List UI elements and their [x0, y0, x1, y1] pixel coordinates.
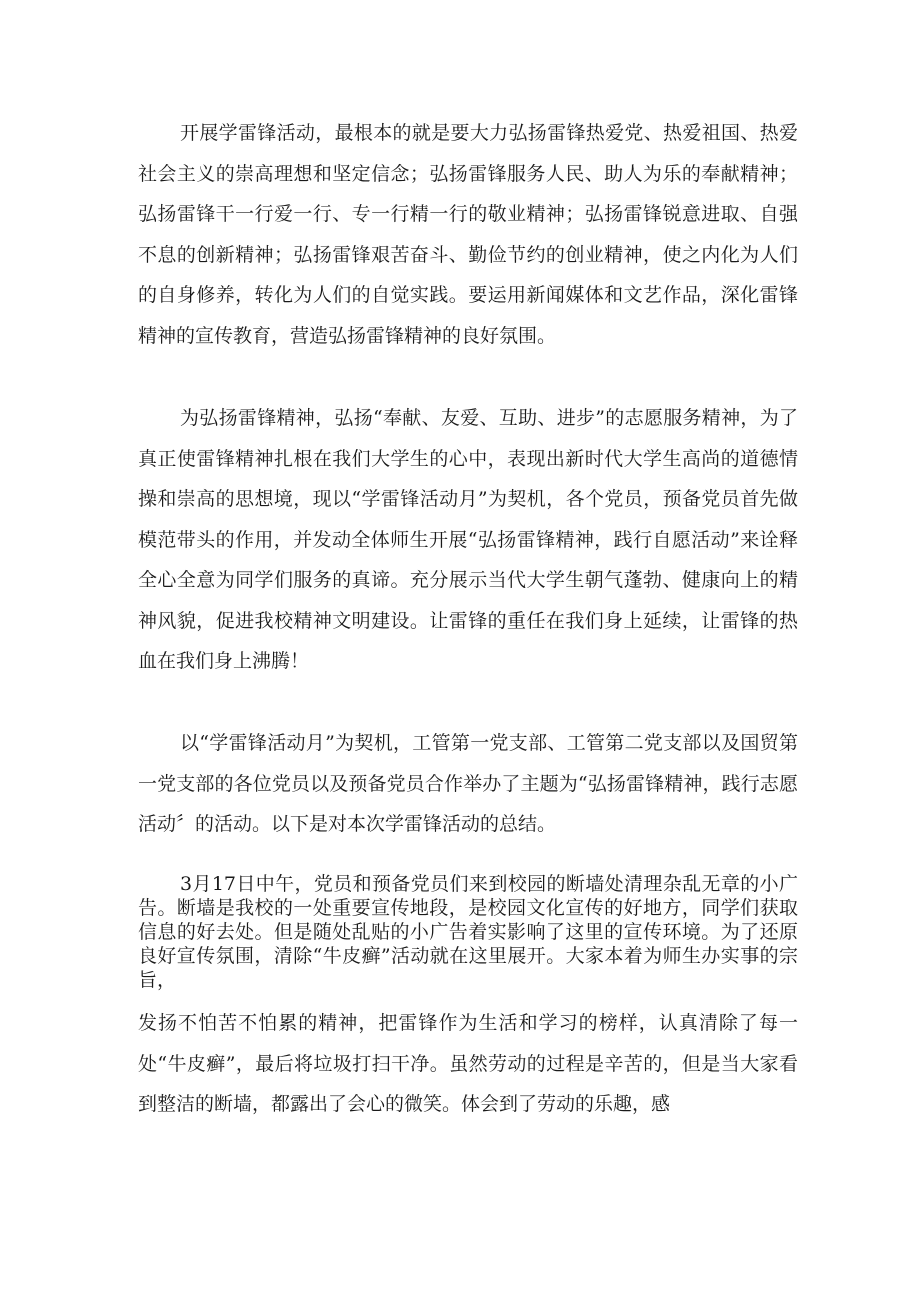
paragraph-volunteer-spirit: 为弘扬雷锋精神，弘扬“奉献、友爱、互助、进步”的志愿服务精神，为了真正使雷锋精神扎根在我们大学生的心中，表现出新时代大学生高尚的道德情操和崇高的思想境，现以“学雷锋活动月”为契机，各个党员，预备党员首先做模范带头的作用，并发动全体师生开展“弘扬雷锋精神，践行自愿活动”来诠释全心全意为同学们服务的真谛。充分展示当代大学生朝气蓬勃、健康向上的精神风貌，促进我校精神文明建设。让雷锋的重任在我们身上延续，让雷锋的热血在我们身上沸腾！ [138, 407, 798, 672]
paragraph-cleanup-continuation: 发扬不怕苦不怕累的精神，把雷锋作为生活和学习的榜样，认真清除了每一处“牛皮癣”，最后将垃圾打扫干净。虽然劳动的过程是辛苦的，但是当大家看到整洁的断墙，都露出了会心的微笑。体会到了劳动的乐趣，感 [138, 1012, 798, 1115]
paragraph-march-17-cleanup: 3月17日中午，党员和预备党员们来到校园的断墙处清理杂乱无章的小广告。断墙是我校的一处重要宣传地段，是校园文化宣传的好地方，同学们获取信息的好去处。但是随处乱贴的小广告着实影响了这里的宣传环境。为了还原良好宣传氛围，清除“牛皮癣”活动就在这里展开。大家本着为师生办实事的宗旨， [138, 873, 798, 991]
paragraph-event-introduction: 以“学雷锋活动月”为契机，工管第一党支部、工管第二党支部以及国贸第一党支部的各位党员以及预备党员合作举办了主题为“弘扬雷锋精神，践行志愿活动〞的活动。以下是对本次学雷锋活动的总结。 [138, 732, 798, 835]
paragraph-learn-leifeng-significance: 开展学雷锋活动，最根本的就是要大力弘扬雷锋热爱党、热爱祖国、热爱社会主义的崇高理想和坚定信念；弘扬雷锋服务人民、助人为乐的奉献精神；弘扬雷锋干一行爱一行、专一行精一行的敬业精神；弘扬雷锋锐意进取、自强不息的创新精神；弘扬雷锋艰苦奋斗、勤俭节约的创业精神，使之内化为人们的自身修养，转化为人们的自觉实践。要运用新闻媒体和文艺作品，深化雷锋精神的宣传教育，营造弘扬雷锋精神的良好氛围。 [138, 122, 798, 347]
